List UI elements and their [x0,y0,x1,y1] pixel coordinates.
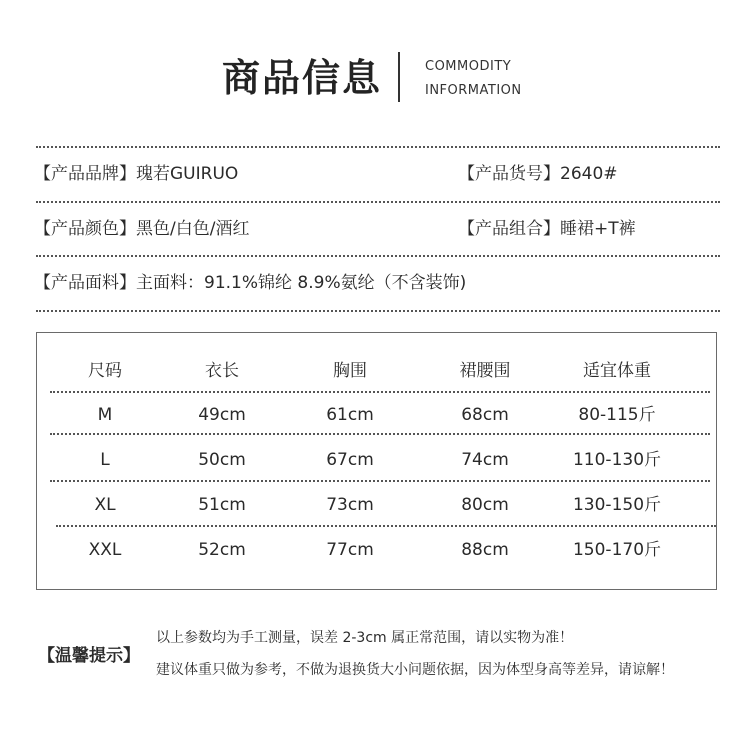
cell-bust: 67cm [326,450,374,470]
header-bust: 胸围 [333,361,367,381]
table-separator [50,480,710,482]
header-length: 衣长 [205,361,239,381]
product-brand: 【产品品牌】瑰若GUIRUO [34,164,239,184]
cell-length: 52cm [198,540,246,560]
separator [36,146,720,148]
product-combo: 【产品组合】睡裙+T裤 [458,219,636,239]
cell-bust: 77cm [326,540,374,560]
cell-size: L [100,450,110,470]
cell-weight: 110-130斤 [572,450,662,470]
cell-waist: 80cm [461,495,509,515]
separator [36,310,720,312]
cell-weight: 130-150斤 [572,495,662,515]
page-subtitle [425,55,522,103]
header-waist: 裙腰围 [459,361,511,381]
cell-bust: 61cm [326,405,374,425]
cell-weight: 150-170斤 [572,540,662,560]
cell-length: 49cm [198,405,246,425]
cell-waist: 88cm [461,540,509,560]
product-color: 【产品颜色】黑色/白色/酒红 [34,219,250,239]
cell-size: M [97,405,113,425]
page-title: 商品信息 [222,56,383,100]
cell-bust: 73cm [326,495,374,515]
subtitle-line-1: COMMODITY [425,59,512,74]
cell-length: 50cm [198,450,246,470]
cell-size: XL [94,495,116,515]
cell-waist: 74cm [461,450,509,470]
header-weight: 适宜体重 [583,361,651,381]
separator [36,255,720,257]
tips-label: 【温馨提示】 [38,646,140,666]
tips-line-1: 以上参数均为手工测量，误差 2-3cm 属正常范围，请以实物为准！ [156,630,574,646]
tips-line-2: 建议体重只做为参考，不做为退换货大小问题依据，因为体型身高等差异，请谅解！ [156,662,674,678]
cell-weight: 80-115斤 [578,405,656,425]
header-size: 尺码 [88,361,122,381]
cell-waist: 68cm [461,405,509,425]
separator [36,201,720,203]
subtitle-line-2: INFORMATION [425,83,522,98]
product-item-number: 【产品货号】2640# [458,164,618,184]
title-divider [398,52,400,102]
cell-size: XXL [88,540,122,560]
table-separator [50,391,710,393]
product-fabric: 【产品面料】主面料：91.1%锦纶 8.9%氨纶（不含装饰) [34,273,467,293]
table-separator [50,433,710,435]
table-separator [56,525,716,527]
cell-length: 51cm [198,495,246,515]
